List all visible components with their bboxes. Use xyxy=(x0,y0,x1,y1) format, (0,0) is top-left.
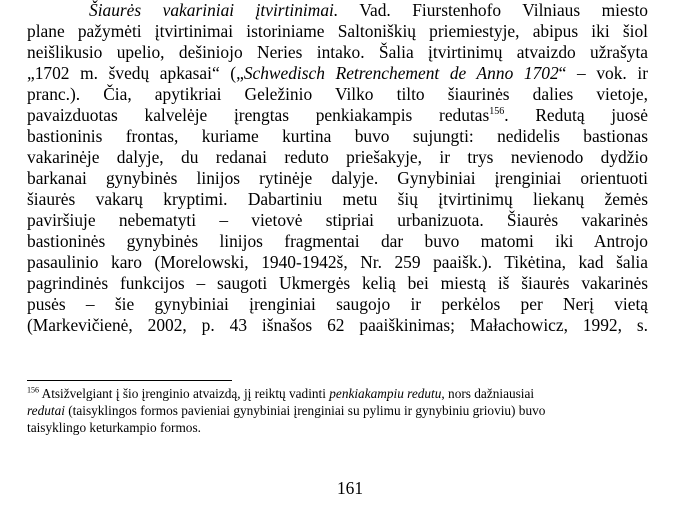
body-line-9: barkanai gynybinės linijos rytinėje dalyje. Gynybiniai įrenginiai orientuoti xyxy=(27,168,648,188)
body-line-6: pavaizduotas kalvelėje įrengtas penkiakampis redutas$^{156}$. Redutą juosė xyxy=(27,105,649,125)
body-line-11: paviršiuje nebematyti – vietovė stipriai urbanizuota. Šiaurės vakarinės xyxy=(27,210,648,230)
german-caption: Schwedisch Retrenchement de Anno 1702 xyxy=(243,63,559,83)
body-line-1: Šiaurės vakariniai įtvirtinimai. Vad. Fiurstenhofo Vilniaus miesto xyxy=(89,0,648,20)
footnote-separator xyxy=(27,380,232,381)
footnote-line-1: $^{156}$ Atsižvelgiant į šio įrenginio atvaizdą, jį reiktų vadinti penkiakampiu redutu, nors dažniausiai xyxy=(27,385,535,401)
body-line-15: pusės – šie gynybiniai įrenginiai saugojo ir perkėlos per Nerį vietą xyxy=(27,294,648,314)
body-line-13: pasaulinio karo (Morelowski, 1940-1942š, Nr. 259 paaišk.). Tikėtina, kad šalia xyxy=(27,252,648,272)
footnote-line-3: taisyklingo keturkampio formos. xyxy=(27,420,201,435)
footnote-number: 156 xyxy=(27,385,39,395)
footnote-line-2: redutai (taisyklingos formos pavieniai gynybiniai įrenginiai su pylimu ir gynybiniu grioviu) buvo xyxy=(27,403,546,418)
body-line-2: plane pažymėti įtvirtinimai istoriniame Saltoniškių priemiestyje, abipus iki šiol xyxy=(27,21,648,41)
page-number: 161 xyxy=(336,478,364,498)
body-line-8: vakarinėje dalyje, du redanai reduto priešakyje, ir trys nevienodo dydžio xyxy=(27,147,648,167)
section-heading: Šiaurės vakariniai įtvirtinimai. xyxy=(89,0,339,20)
body-line-4: „1702 m. švedų apkasai“ („Schwedisch Retrenchement de Anno 1702“ – vok. ir xyxy=(27,63,649,83)
body-line-12: bastioninės gynybinės linijos fragmentai dar buvo matomi iki Antrojo xyxy=(27,231,648,251)
footnote-ref: 156 xyxy=(489,106,505,118)
body-line-14: pagrindinės funkcijos – saugoti Ukmergės kelią bei miestą iš šiaurės vakarinės xyxy=(27,273,648,293)
body-line-10: šiaurės vakarų kryptimi. Dabartiniu metu šių įtvirtinimų liekanų žemės xyxy=(27,189,648,209)
body-line-7: bastioninis frontas, kuriame kurtina buvo sujungti: nedidelis bastionas xyxy=(27,126,648,146)
body-line-3: neišlikusio upelio, dešiniojo Neries intako. Šalia įtvirtinimų atvaizdo užrašyta xyxy=(27,42,648,62)
body-line-5: pranc.). Čia, apytikriai Geležinio Vilko tilto šiaurinės dalies vietoje, xyxy=(27,84,648,104)
body-line-16: (Markevičienė, 2002, p. 43 išnašos 62 paaiškinimas; Małachowicz, 1992, s. xyxy=(27,315,648,335)
